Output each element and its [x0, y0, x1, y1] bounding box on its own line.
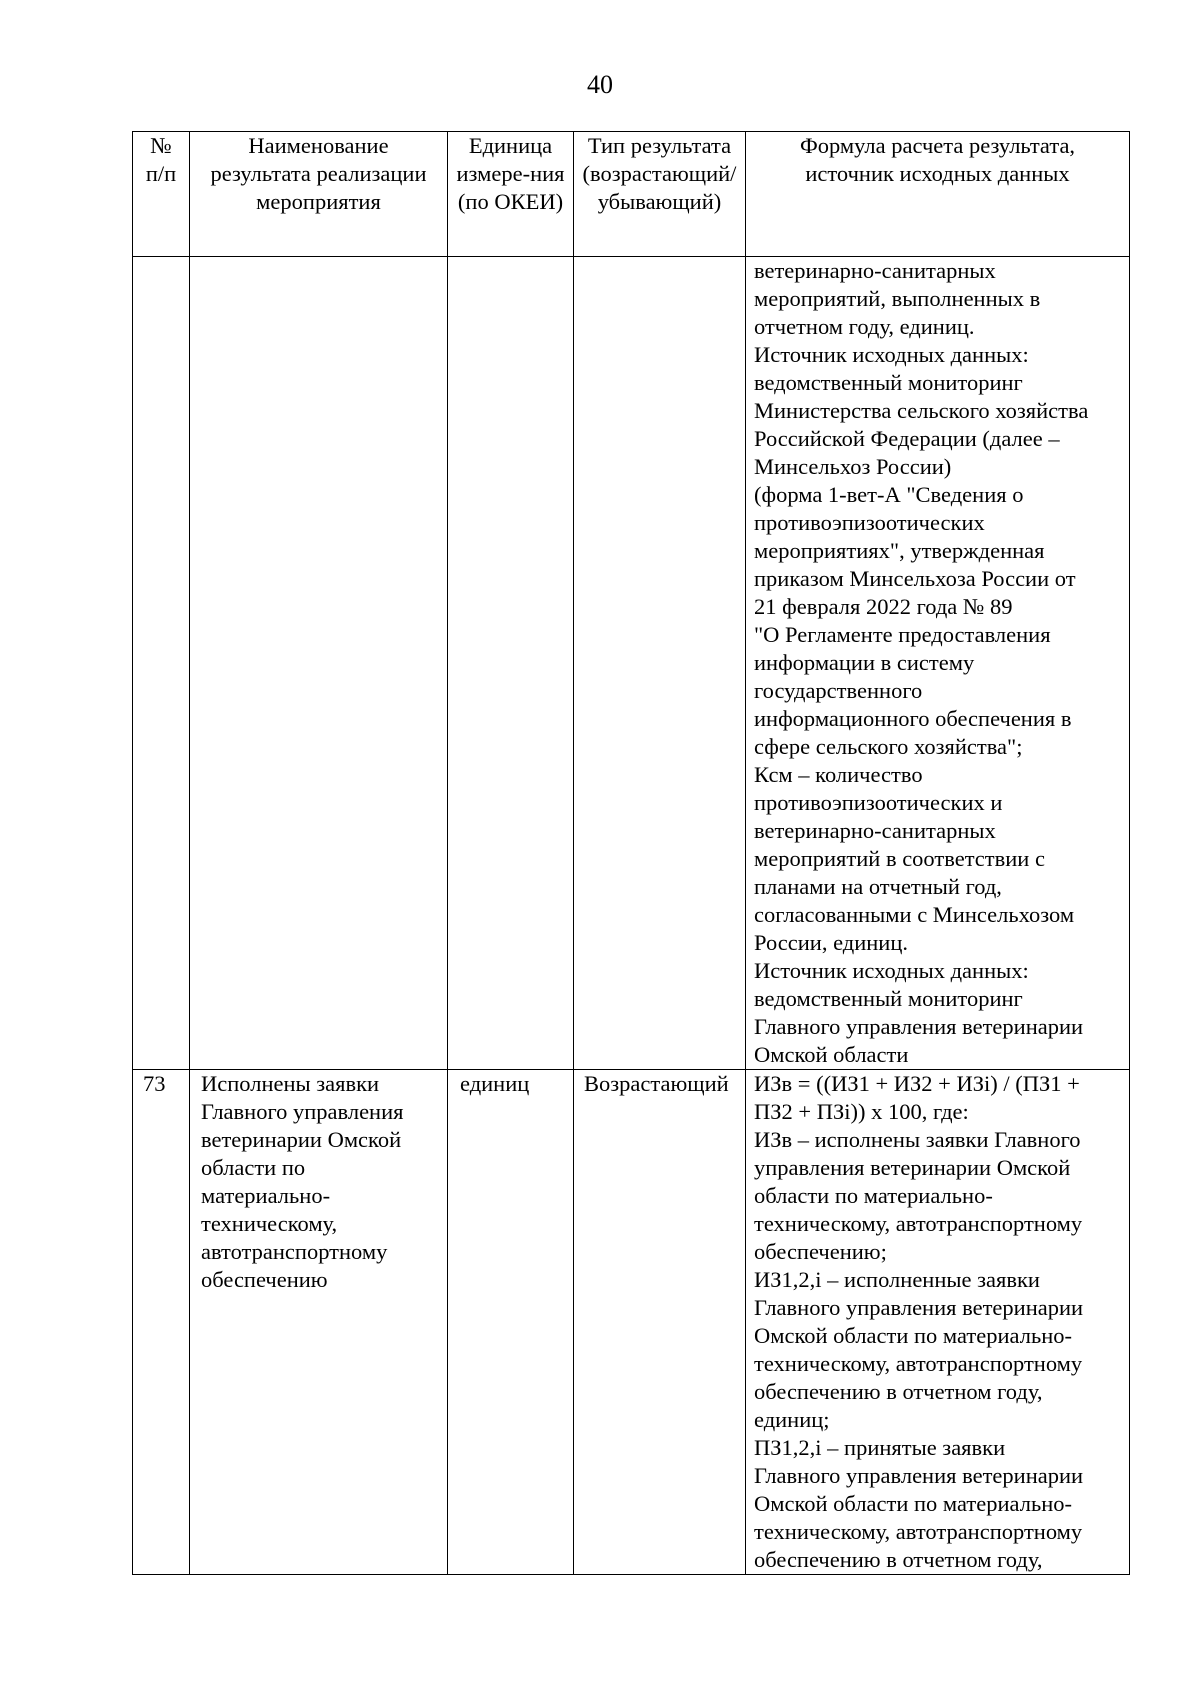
results-table: [132, 131, 1130, 1575]
header-type: Тип результата (возрастающий/ убывающий): [574, 132, 746, 257]
header-num: № п/п: [133, 132, 190, 257]
table-header-row: [133, 132, 1130, 257]
row-formula: ИЗв = ((ИЗ1 + ИЗ2 + ИЗi) / (ПЗ1 + ПЗ2 + ПЗi)) х 100, где: ИЗв – исполнены заявки Главного управления ветеринарии Омской области по материально- техническому, автотранспортному обеспечению; ИЗ1,2,i – исполненные заявки Главного управления ветеринарии Омской области по материально- техническому, автотранспортному обеспечению в отчетном году, единиц; ПЗ1,2,i – принятые заявки Главного управления ветеринарии Омской области по материально- техническому, автотранспортному обеспечению в отчетном году,: [746, 1070, 1130, 1575]
page-number: 40: [587, 70, 613, 99]
table-row: [133, 257, 1130, 1070]
header-formula: Формула расчета результата, источник исходных данных: [746, 132, 1130, 257]
header-unit: Единица измере-ния (по ОКЕИ): [448, 132, 574, 257]
table-row: [133, 1070, 1130, 1575]
row-type: [574, 257, 746, 1070]
row-name: Исполнены заявки Главного управления ветеринарии Омской области по материально- техническому, автотранспортному обеспечению: [190, 1070, 448, 1575]
row-formula: ветеринарно-санитарных мероприятий, выполненных в отчетном году, единиц. Источник исходных данных: ведомственный мониторинг Министерства сельского хозяйства Российской Федерации (далее – Минсельхоз России) (форма 1-вет-А "Сведения о противоэпизоотических мероприятиях", утвержденная приказом Минсельхоза России от 21 февраля 2022 года № 89 "О Регламенте предоставления информации в систему государственного информационного обеспечения в сфере сельского хозяйства"; Ксм – количество противоэпизоотических и ветеринарно-санитарных мероприятий в соответствии с планами на отчетный год, согласованными с Минсельхозом России, единиц. Источник исходных данных: ведомственный мониторинг Главного управления ветеринарии Омской области: [746, 257, 1130, 1070]
row-unit: единиц: [448, 1070, 574, 1575]
row-type: Возрастающий: [574, 1070, 746, 1575]
row-num: 73: [133, 1070, 190, 1575]
row-num: [133, 257, 190, 1070]
row-unit: [448, 257, 574, 1070]
header-name: Наименование результата реализации мероприятия: [190, 132, 448, 257]
row-name: [190, 257, 448, 1070]
